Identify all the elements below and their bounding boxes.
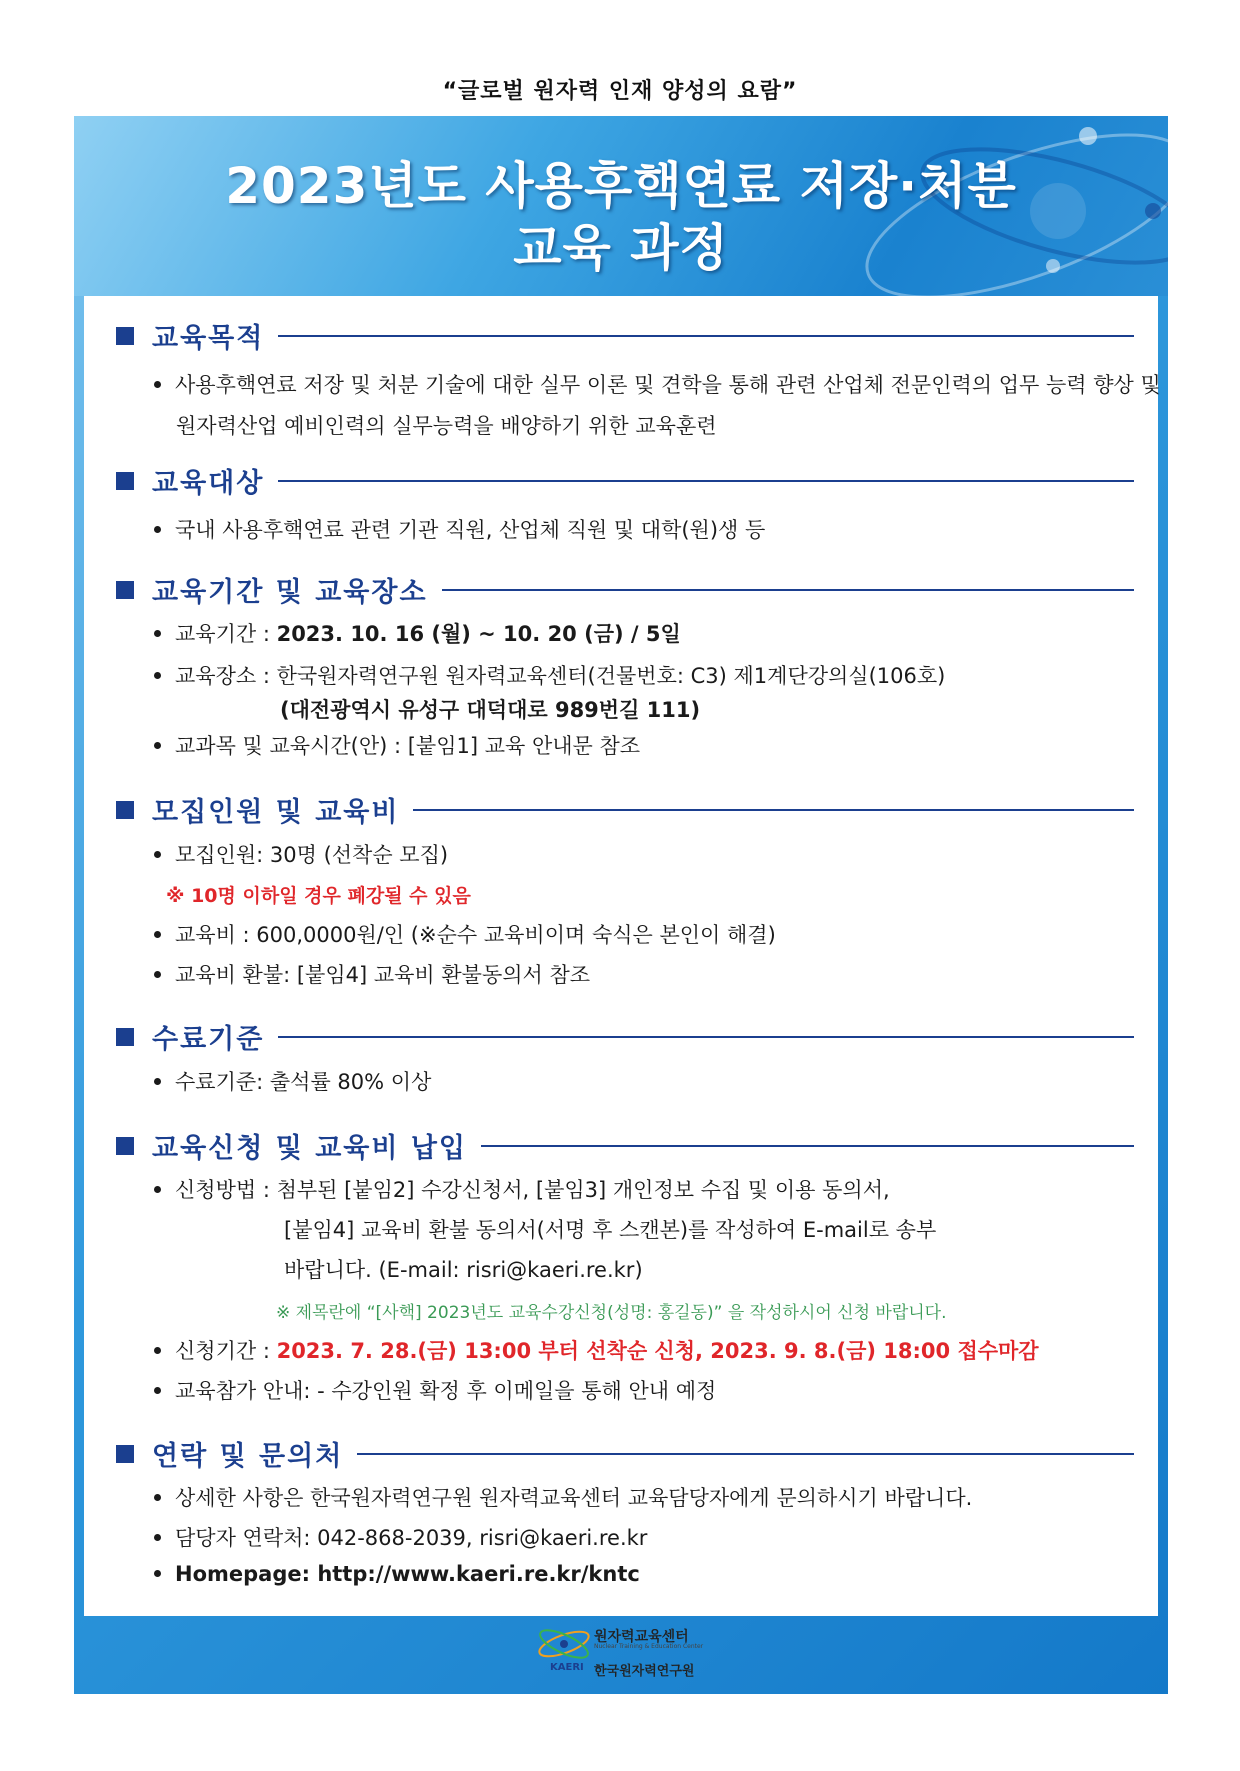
cancellation-note: ※ 10명 이하일 경우 폐강될 수 있음	[166, 885, 471, 907]
divider	[442, 589, 1134, 591]
list-item: 교육비 : 600,0000원/인 (※순수 교육비이며 숙식은 본인이 해결)	[154, 919, 776, 949]
bullet-dot-icon	[154, 381, 161, 388]
square-bullet-icon	[116, 1445, 134, 1463]
bullet-dot-icon	[154, 526, 161, 533]
section-header-target	[116, 461, 1134, 500]
bullet-dot-icon	[154, 1347, 161, 1354]
list-item: 상세한 사항은 한국원자력연구원 원자력교육센터 교육담당자에게 문의하시기 바랍니다.	[154, 1482, 972, 1512]
bullet-dot-icon	[154, 742, 161, 749]
square-bullet-icon	[116, 472, 134, 490]
list-item: 국내 사용후핵연료 관련 기관 직원, 산업체 직원 및 대학(원)생 등	[154, 514, 765, 544]
section-title: 모집인원 및 교육비	[152, 797, 400, 828]
page-title-line1: 2023년도 사용후핵연료 저장·처분	[225, 157, 1017, 215]
section-title: 수료기준	[152, 1024, 265, 1055]
center-name-en: Nuclear Training & Education Center	[594, 1643, 704, 1650]
bullet-dot-icon	[154, 931, 161, 938]
list-item: 교육비 환불: [붙임4] 교육비 환불동의서 참조	[154, 959, 590, 989]
divider	[278, 1036, 1134, 1038]
list-item: 수료기준: 출석률 80% 이상	[154, 1066, 431, 1096]
divider	[357, 1453, 1134, 1455]
square-bullet-icon	[116, 1137, 134, 1155]
list-item: 사용후핵연료 저장 및 처분 기술에 대한 실무 이론 및 견학을 통해 관련 산업체 전문인력의 업무 능력 향상 및	[154, 369, 1161, 399]
bullet-dot-icon	[154, 630, 161, 637]
square-bullet-icon	[116, 1028, 134, 1046]
section-title: 연락 및 문의처	[152, 1441, 344, 1472]
bullet-dot-icon	[154, 1494, 161, 1501]
list-item: 모집인원: 30명 (선착순 모집)	[154, 839, 448, 869]
list-item: 신청기간 : 2023. 7. 28.(금) 13:00 부터 선착순 신청, 2023. 9. 8.(금) 18:00 접수마감	[154, 1335, 1039, 1365]
square-bullet-icon	[116, 801, 134, 819]
list-item-continuation: 바랍니다. (E-mail: risri@kaeri.re.kr)	[284, 1258, 643, 1282]
section-title: 교육신청 및 교육비 납입	[152, 1133, 468, 1164]
list-item: 교육참가 안내: - 수강인원 확정 후 이메일을 통해 안내 예정	[154, 1375, 716, 1405]
bullet-dot-icon	[154, 672, 161, 679]
list-item: 교육장소 : 한국원자력연구원 원자력교육센터(건물번호: C3) 제1계단강의실(106호)	[154, 660, 945, 690]
list-item-continuation: (대전광역시 유성구 대덕대로 989번길 111)	[280, 698, 701, 722]
list-item: 담당자 연락처: 042-868-2039, risri@kaeri.re.kr	[154, 1522, 647, 1552]
section-header-purpose	[116, 316, 1134, 355]
square-bullet-icon	[116, 581, 134, 599]
center-name: 원자력교육센터	[594, 1629, 689, 1645]
section-title: 교육목적	[152, 323, 265, 354]
divider	[413, 809, 1134, 811]
divider	[481, 1145, 1134, 1147]
square-bullet-icon	[116, 327, 134, 345]
subject-note: ※ 제목란에 “[사핵] 2023년도 교육수강신청(성명: 홍길동)” 을 작성하시어 신청 바랍니다.	[276, 1303, 947, 1323]
list-item: Homepage: http://www.kaeri.re.kr/kntc	[154, 1562, 640, 1586]
bullet-dot-icon	[154, 1534, 161, 1541]
content-panel	[84, 296, 1161, 1616]
list-item: 교과목 및 교육시간(안) : [붙임1] 교육 안내문 참조	[154, 730, 640, 760]
bullet-dot-icon	[154, 1387, 161, 1394]
section-title: 교육기간 및 교육장소	[152, 577, 428, 608]
section-header-completion	[116, 1017, 1134, 1056]
kaeri-logo	[534, 1624, 714, 1684]
section-header-contact	[116, 1434, 1134, 1473]
institute-name: 한국원자력연구원	[594, 1664, 695, 1679]
bullet-dot-icon	[154, 971, 161, 978]
list-item: 교육기간 : 2023. 10. 16 (월) ~ 10. 20 (금) / 5일	[154, 618, 681, 648]
list-item-continuation: 원자력산업 예비인력의 실무능력을 배양하기 위한 교육훈련	[176, 414, 717, 438]
kaeri-wordmark: KAERI	[550, 1662, 584, 1673]
slogan: “글로벌 원자력 인재 양성의 요람”	[442, 79, 798, 104]
divider	[278, 480, 1134, 482]
header-banner	[74, 116, 1168, 296]
list-item: 신청방법 : 첨부된 [붙임2] 수강신청서, [붙임3] 개인정보 수집 및 이용 동의서,	[154, 1174, 890, 1204]
list-item-continuation: [붙임4] 교육비 환불 동의서(서명 후 스캔본)를 작성하여 E-mail로 송부	[284, 1218, 937, 1242]
atom-logo-icon	[534, 1624, 594, 1664]
divider	[278, 335, 1134, 337]
section-header-period	[116, 570, 1134, 609]
section-header-apply	[116, 1126, 1134, 1165]
bullet-dot-icon	[154, 1186, 161, 1193]
section-header-recruit	[116, 790, 1134, 829]
bullet-dot-icon	[154, 1078, 161, 1085]
page-title-line2: 교육 과정	[513, 219, 729, 277]
bullet-dot-icon	[154, 851, 161, 858]
section-title: 교육대상	[152, 468, 265, 499]
bullet-dot-icon	[154, 1570, 161, 1577]
